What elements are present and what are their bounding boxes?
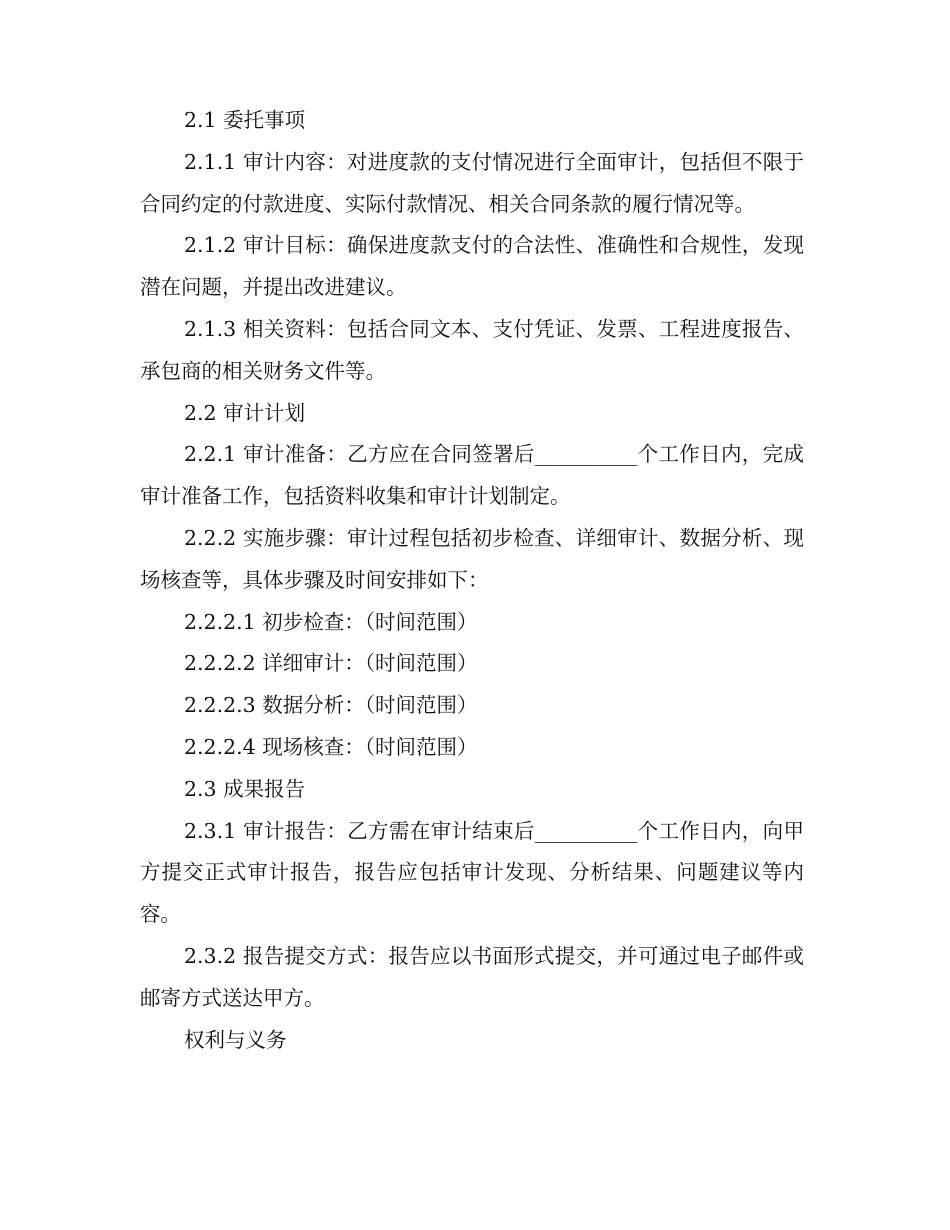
paragraph-2-1-2: 2.1.2 审计目标：确保进度款支付的合法性、准确性和合规性，发现潜在问题，并提出改进建议。: [140, 233, 804, 300]
document-body: [140, 100, 804, 1061]
paragraph-2-2-2: 2.2.2 实施步骤：审计过程包括初步检查、详细审计、数据分析、现场核查等，具体步骤及时间安排如下：: [140, 525, 804, 592]
paragraph-2-2-1: 2.2.1 审计准备：乙方应在合同签署后__________个工作日内，完成审计准备工作，包括资料收集和审计计划制定。: [140, 442, 804, 509]
paragraph-2-1-1: 2.1.1 审计内容：对进度款的支付情况进行全面审计，包括但不限于合同约定的付款进度、实际付款情况、相关合同条款的履行情况等。: [140, 149, 804, 216]
heading-2-2: 2.2 审计计划: [184, 400, 306, 425]
paragraph-2-1-3: 2.1.3 相关资料：包括合同文本、支付凭证、发票、工程进度报告、承包商的相关财务文件等。: [140, 316, 804, 383]
paragraph-2-2-2-2: 2.2.2.2 详细审计：（时间范围）: [184, 651, 478, 676]
heading-rights-obligations: 权利与义务: [184, 1027, 287, 1052]
heading-2-3: 2.3 成果报告: [184, 776, 306, 801]
paragraph-2-3-2: 2.3.2 报告提交方式：报告应以书面形式提交，并可通过电子邮件或邮寄方式送达甲方。: [140, 943, 804, 1010]
paragraph-2-2-2-4: 2.2.2.4 现场核查：（时间范围）: [184, 734, 478, 759]
heading-2-1: 2.1 委托事项: [184, 108, 306, 132]
paragraph-2-2-2-3: 2.2.2.3 数据分析：（时间范围）: [184, 693, 478, 718]
paragraph-2-3-1: 2.3.1 审计报告：乙方需在审计结束后__________个工作日内，向甲方提交正式审计报告，报告应包括审计发现、分析结果、问题建议等内容。: [140, 818, 804, 927]
paragraph-2-2-2-1: 2.2.2.1 初步检查：（时间范围）: [184, 609, 478, 634]
